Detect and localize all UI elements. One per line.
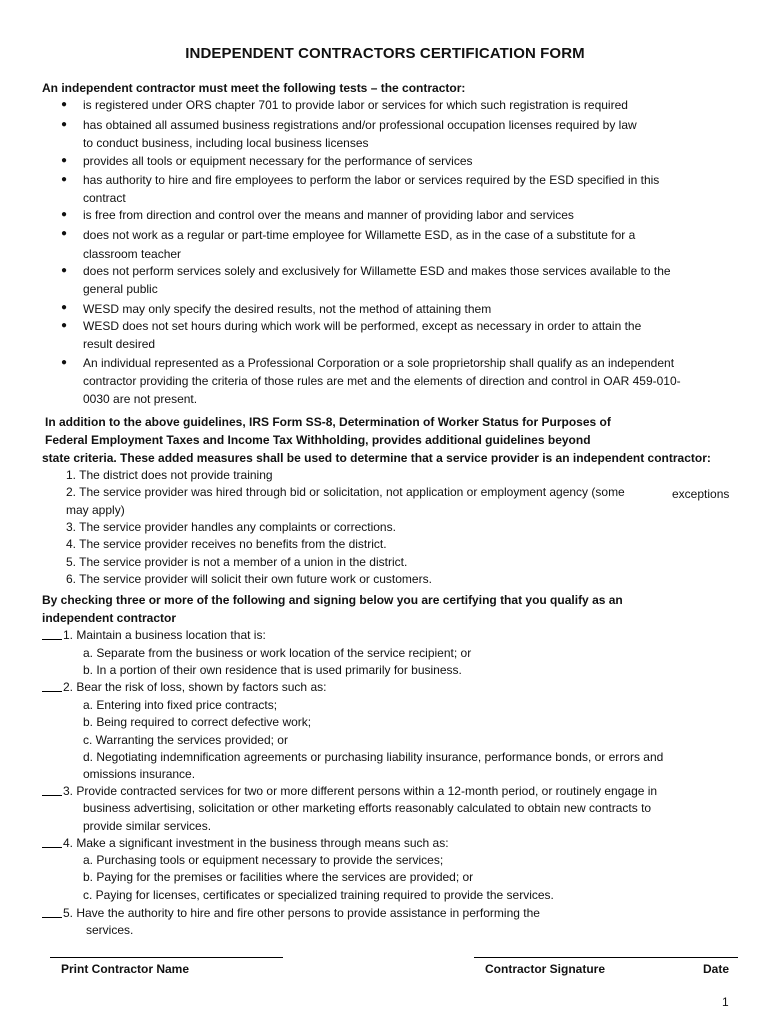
checkbox-blank[interactable] <box>42 627 62 640</box>
list-item: a. Purchasing tools or equipment necessary to provide the services; <box>83 853 444 867</box>
list-item: d. Negotiating indemnification agreements or purchasing liability insurance, performance bonds, or errors and <box>83 750 664 764</box>
list-item: c. Warranting the services provided; or <box>83 733 288 747</box>
list-item: general public <box>83 282 158 296</box>
list-item: exceptions <box>672 487 730 501</box>
signature-line[interactable] <box>474 957 738 958</box>
list-item: WESD may only specify the desired results, not the method of attaining them <box>83 302 492 316</box>
bullet-icon: ● <box>61 265 68 276</box>
list-item: has obtained all assumed business registrations and/or professional occupation licenses required by law <box>83 118 637 132</box>
bullet-icon: ● <box>61 357 68 368</box>
print-name-label: Print Contractor Name <box>61 962 190 976</box>
criterion-1: 1. Maintain a business location that is: <box>42 627 266 644</box>
checking-text: independent contractor <box>42 611 177 625</box>
list-item: does not work as a regular or part-time employee for Willamette ESD, as in the case of a substitute for a <box>83 228 636 242</box>
list-item: provides all tools or equipment necessary for the performance of services <box>83 154 473 168</box>
bullet-icon: ● <box>61 119 68 130</box>
list-item: 6. The service provider will solicit their own future work or customers. <box>66 572 432 586</box>
criterion-3: 3. Provide contracted services for two or more different persons within a 12-month period, or routinely engage in <box>42 783 657 800</box>
date-label: Date <box>703 962 730 976</box>
addition-text: state criteria. These added measures shall be used to determine that a service provider is an independent contractor: <box>42 451 711 465</box>
list-item: is free from direction and control over the means and manner of providing labor and services <box>83 208 574 222</box>
criterion-2: 2. Bear the risk of loss, shown by factors such as: <box>42 679 326 696</box>
list-item: may apply) <box>66 503 125 517</box>
print-name-line[interactable] <box>50 957 283 958</box>
checking-text: By checking three or more of the following and signing below you are certifying that you qualify as an <box>42 593 623 607</box>
list-item: 4. The service provider receives no benefits from the district. <box>66 537 387 551</box>
list-item: 0030 are not present. <box>83 392 198 406</box>
list-item: is registered under ORS chapter 701 to provide labor or services for which such registration is required <box>83 98 628 112</box>
list-item: c. Paying for licenses, certificates or specialized training required to provide the services. <box>83 888 554 902</box>
list-item: result desired <box>83 337 156 351</box>
intro-heading: An independent contractor must meet the following tests – the contractor: <box>42 81 466 95</box>
list-item: WESD does not set hours during which work will be performed, except as necessary in order to attain the <box>83 319 642 333</box>
list-item: a. Separate from the business or work location of the service recipient; or <box>83 646 472 660</box>
list-item: b. In a portion of their own residence that is used primarily for business. <box>83 663 462 677</box>
bullet-icon: ● <box>61 174 68 185</box>
list-item: to conduct business, including local business licenses <box>83 136 369 150</box>
checkbox-blank[interactable] <box>42 835 62 848</box>
list-item: b. Paying for the premises or facilities where the services are provided; or <box>83 870 474 884</box>
page-title: INDEPENDENT CONTRACTORS CERTIFICATION FORM <box>185 45 585 62</box>
bullet-icon: ● <box>61 155 68 166</box>
list-item: b. Being required to correct defective work; <box>83 715 312 729</box>
bullet-icon: ● <box>61 228 68 239</box>
page-number: 1 <box>722 995 729 1009</box>
checkbox-blank[interactable] <box>42 679 62 692</box>
list-item: classroom teacher <box>83 247 182 261</box>
list-item: has authority to hire and fire employees to perform the labor or services required by the ESD specified in this <box>83 173 660 187</box>
list-item: provide similar services. <box>83 819 212 833</box>
list-item: 3. The service provider handles any complaints or corrections. <box>66 520 396 534</box>
list-item: contract <box>83 191 126 205</box>
checkbox-blank[interactable] <box>42 905 62 918</box>
list-item: services. <box>86 923 134 937</box>
list-item: omissions insurance. <box>83 767 196 781</box>
list-item: business advertising, solicitation or other marketing efforts reasonably calculated to obtain new contracts to <box>83 801 652 815</box>
bullet-icon: ● <box>61 302 68 313</box>
addition-text: Federal Employment Taxes and Income Tax Withholding, provides additional guidelines beyond <box>45 433 591 447</box>
bullet-icon: ● <box>61 99 68 110</box>
list-item: An individual represented as a Professional Corporation or a sole proprietorship shall qualify as an independent <box>83 356 675 370</box>
list-item: does not perform services solely and exclusively for Willamette ESD and makes those services available to the <box>83 264 671 278</box>
bullet-icon: ● <box>61 209 68 220</box>
signature-label: Contractor Signature <box>485 962 606 976</box>
list-item: 2. The service provider was hired through bid or solicitation, not application or employment agency (some <box>66 485 625 499</box>
criterion-4: 4. Make a significant investment in the business through means such as: <box>42 835 449 852</box>
addition-text: In addition to the above guidelines, IRS Form SS-8, Determination of Worker Status for Purposes of <box>45 415 611 429</box>
criterion-5: 5. Have the authority to hire and fire other persons to provide assistance in performing the <box>42 905 540 922</box>
list-item: a. Entering into fixed price contracts; <box>83 698 278 712</box>
list-item: 5. The service provider is not a member of a union in the district. <box>66 555 408 569</box>
checkbox-blank[interactable] <box>42 783 62 796</box>
bullet-icon: ● <box>61 320 68 331</box>
list-item: 1. The district does not provide training <box>66 468 273 482</box>
list-item: contractor providing the criteria of those rules are met and the elements of direction and control in OAR 459-010- <box>83 374 681 388</box>
